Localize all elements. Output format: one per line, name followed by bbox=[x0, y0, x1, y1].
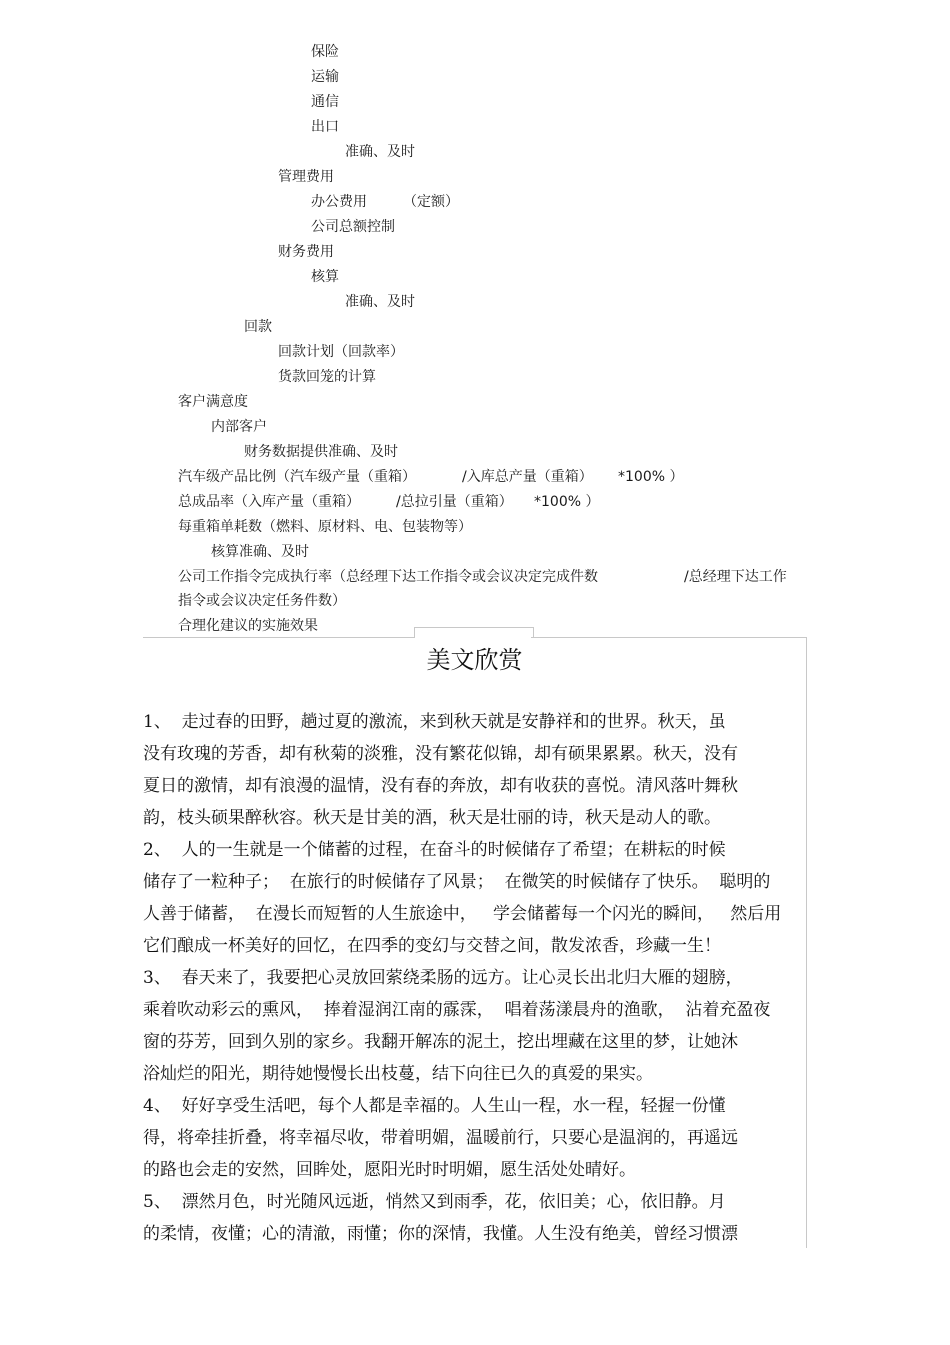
essay-line: 它们酿成一杯美好的回忆，在四季的变幻与交替之间，散发浓香，珍藏一生！ bbox=[143, 936, 721, 956]
outline-item: 指令或会议决定任务件数） bbox=[178, 593, 346, 609]
essay-line: 得，将牵挂折叠，将幸福尽收，带着明媚，温暖前行，只要心是温润的，再遥远 bbox=[143, 1128, 738, 1148]
essay-line: 人善于储蓄， 在漫长而短暂的人生旅途中， 学会储蓄每一个闪光的瞬间， 然后用 bbox=[143, 904, 782, 924]
outline-item: 准确、及时 bbox=[345, 294, 415, 310]
outline-item: 公司总额控制 bbox=[311, 219, 395, 235]
essay-line: 没有玫瑰的芳香，却有秋菊的淡雅，没有繁花似锦，却有硕果累累。秋天，没有 bbox=[143, 744, 738, 764]
outline-item: 汽车级产品比例（汽车级产量（重箱） bbox=[178, 469, 416, 485]
outline-item: 保险 bbox=[311, 44, 339, 60]
outline-item: 回款 bbox=[244, 319, 272, 335]
essay-line: 2、 人的一生就是一个储蓄的过程，在奋斗的时候储存了希望；在耕耘的时候 bbox=[143, 840, 726, 860]
essay-line: 韵，枝头硕果醉秋容。秋天是甘美的酒，秋天是壮丽的诗，秋天是动人的歌。 bbox=[143, 808, 721, 828]
panel-tab-gap bbox=[415, 636, 531, 639]
outline-item: 办公费用 bbox=[311, 194, 367, 210]
outline-item: 回款计划（回款率） bbox=[278, 344, 404, 360]
outline-item: /总经理下达工作 bbox=[684, 569, 787, 585]
outline-item: 每重箱单耗数（燃料、原材料、电、包装物等） bbox=[178, 519, 472, 535]
essay-title: 美文欣赏 bbox=[426, 646, 523, 674]
outline-item: 通信 bbox=[311, 94, 339, 110]
outline-item: 财务费用 bbox=[278, 244, 334, 260]
outline-item: 准确、及时 bbox=[345, 144, 415, 160]
outline-item: 出口 bbox=[311, 119, 339, 135]
outline-item: 内部客户 bbox=[211, 419, 267, 435]
outline-item: 总成品率（入库产量（重箱） bbox=[178, 494, 360, 510]
outline-item: 货款回笼的计算 bbox=[278, 369, 376, 385]
outline-item: 核算 bbox=[311, 269, 339, 285]
essay-line: 1、 走过春的田野，趟过夏的激流，来到秋天就是安静祥和的世界。秋天，虽 bbox=[143, 712, 726, 732]
outline-item: 核算准确、及时 bbox=[211, 544, 309, 560]
outline-item: /入库总产量（重箱） bbox=[462, 469, 593, 485]
essay-line: 夏日的激情，却有浪漫的温情，没有春的奔放，却有收获的喜悦。清风落叶舞秋 bbox=[143, 776, 738, 796]
outline-item: 财务数据提供准确、及时 bbox=[244, 444, 398, 460]
essay-line: 的路也会走的安然，回眸处，愿阳光时时明媚，愿生活处处晴好。 bbox=[143, 1160, 636, 1180]
outline-item: *100% ） bbox=[618, 469, 684, 485]
outline-item: 合理化建议的实施效果 bbox=[178, 618, 318, 634]
outline-item: 公司工作指令完成执行率（总经理下达工作指令或会议决定完成件数 bbox=[178, 569, 598, 585]
essay-line: 浴灿烂的阳光，期待她慢慢长出枝蔓，结下向往已久的真爱的果实。 bbox=[143, 1064, 653, 1084]
essay-line: 的柔情，夜懂；心的清澈，雨懂；你的深情，我懂。人生没有绝美，曾经习惯漂 bbox=[143, 1224, 738, 1244]
essay-line: 储存了一粒种子； 在旅行的时候储存了风景； 在微笑的时候储存了快乐。 聪明的 bbox=[143, 872, 771, 892]
outline-item: 运输 bbox=[311, 69, 339, 85]
essay-line: 4、 好好享受生活吧，每个人都是幸福的。人生山一程，水一程，轻握一份懂 bbox=[143, 1096, 726, 1116]
outline-item: 管理费用 bbox=[278, 169, 334, 185]
outline-item: 客户满意度 bbox=[178, 394, 248, 410]
essay-line: 乘着吹动彩云的熏风， 捧着湿润江南的霡霂， 唱着荡漾晨舟的渔歌， 沾着充盈夜 bbox=[143, 1000, 771, 1020]
essay-line: 3、 春天来了，我要把心灵放回萦绕柔肠的远方。让心灵长出北归大雁的翅膀， bbox=[143, 968, 743, 988]
outline-item: /总拉引量（重箱） bbox=[396, 494, 513, 510]
outline-item: （定额） bbox=[403, 194, 459, 210]
essay-line: 5、 漂然月色，时光随风远逝，悄然又到雨季，花，依旧美；心，依旧静。月 bbox=[143, 1192, 726, 1212]
essay-line: 窗的芬芳，回到久别的家乡。我翻开解冻的泥土，挖出埋藏在这里的梦，让她沐 bbox=[143, 1032, 738, 1052]
outline-item: *100% ） bbox=[534, 494, 600, 510]
